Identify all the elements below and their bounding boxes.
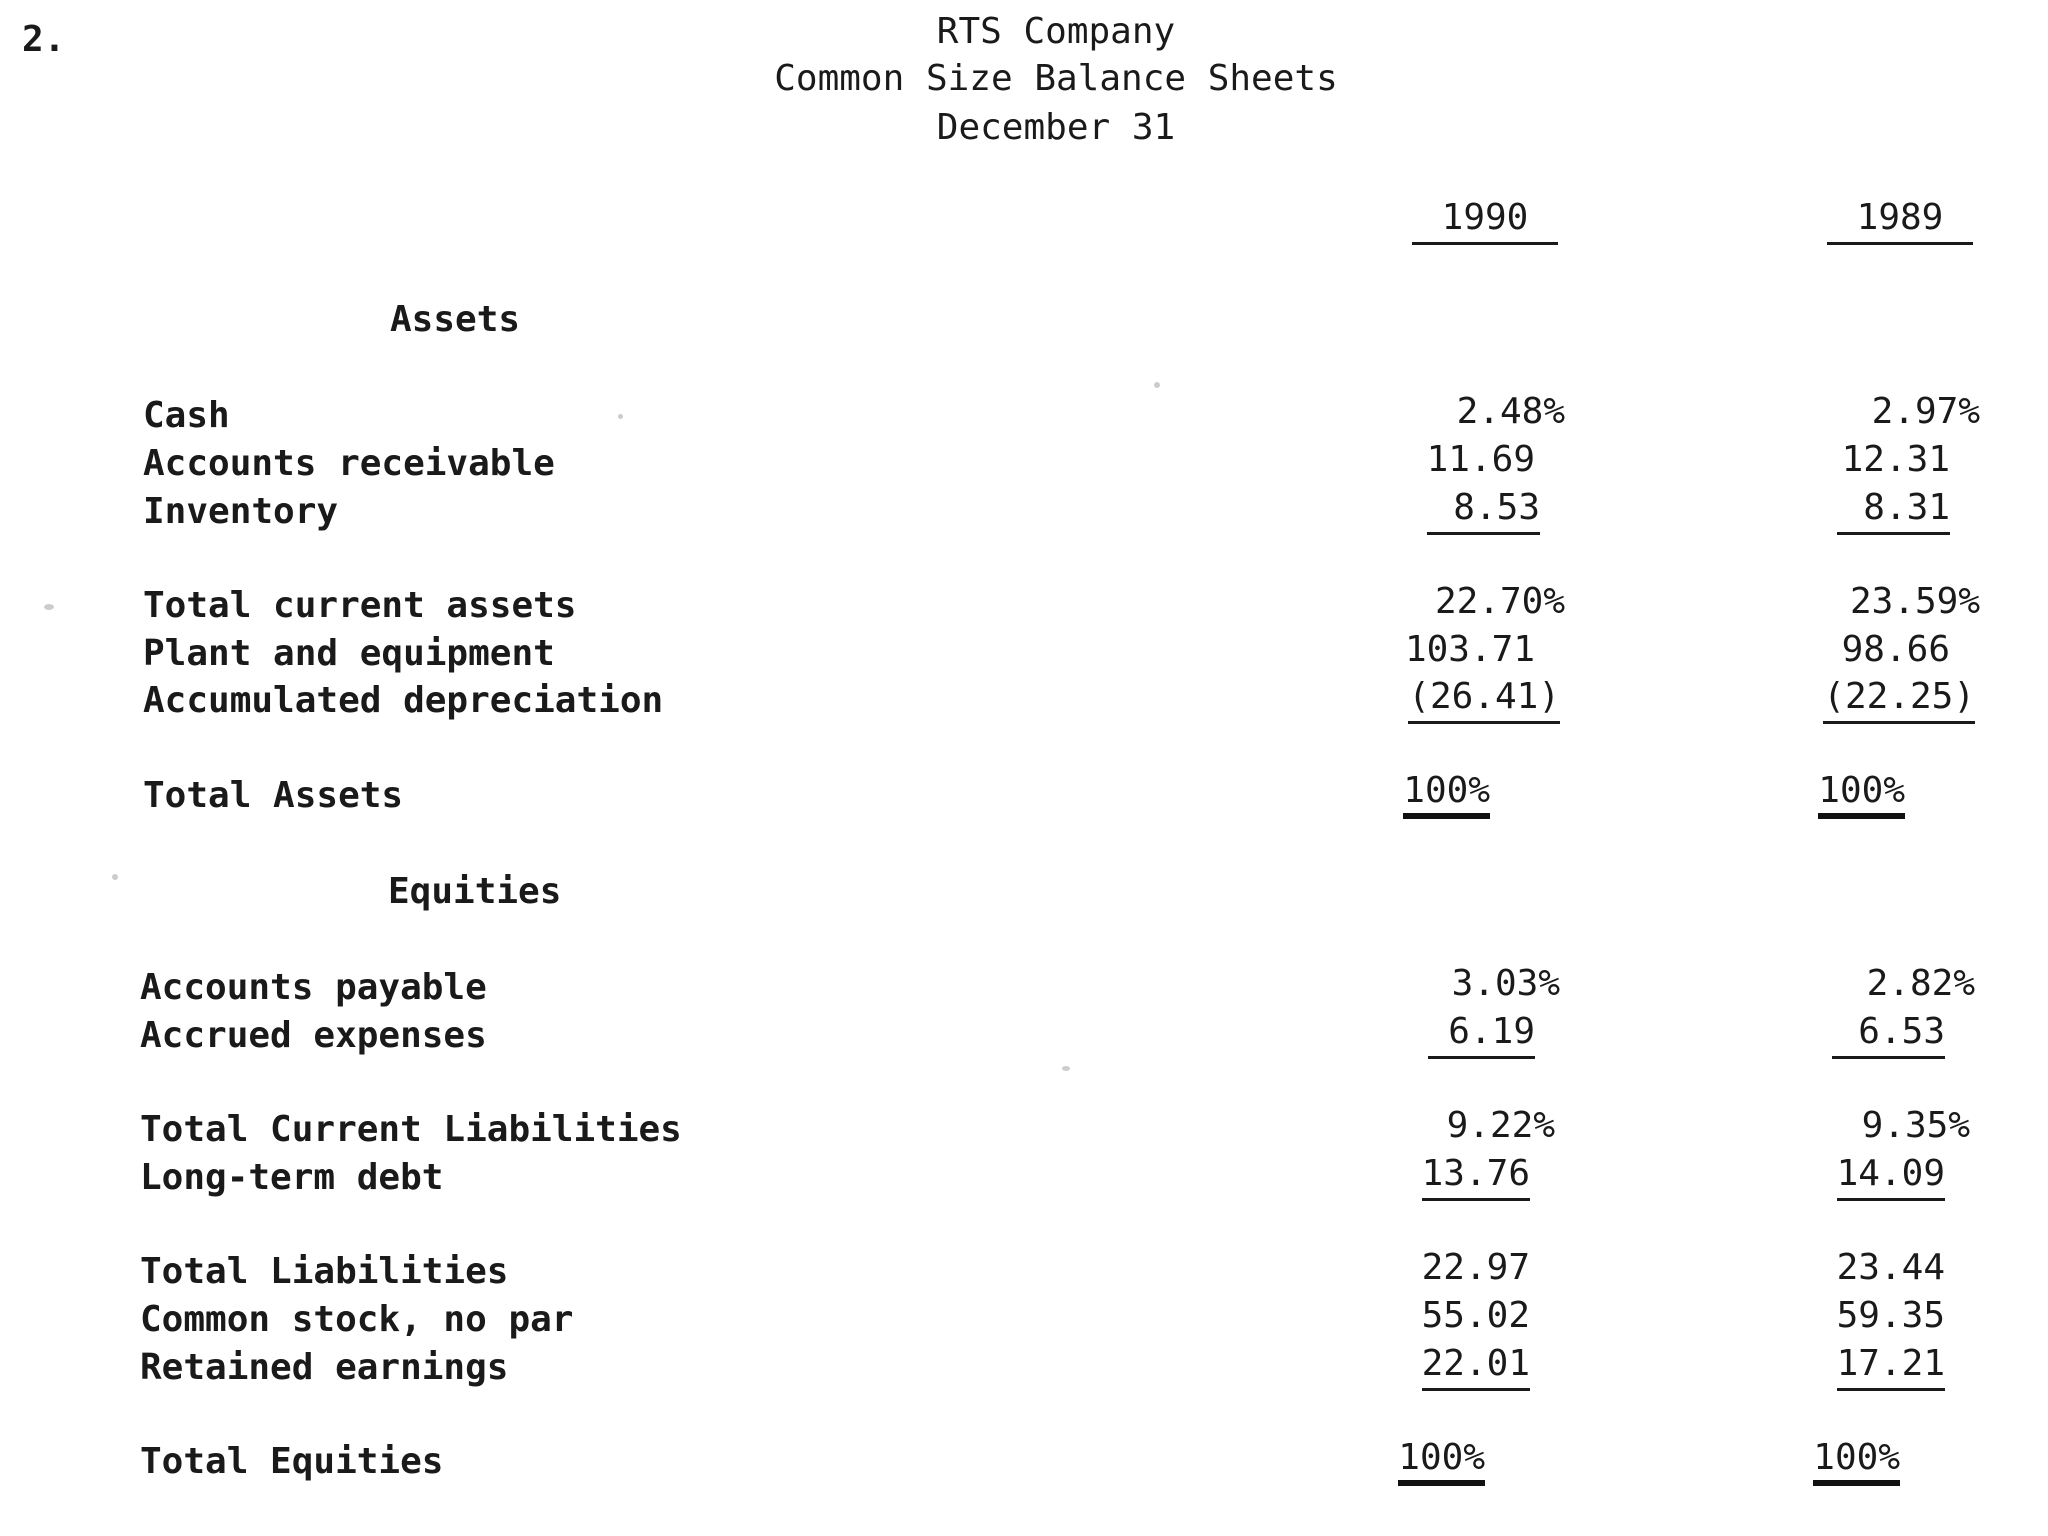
row-label-common-stock: Common stock, no par <box>140 1299 574 1340</box>
row-label-accounts-payable: Accounts payable <box>140 967 487 1008</box>
value-1989-total-current-liabilities: 9.35% <box>1861 1105 1970 1146</box>
scan-speck <box>1154 382 1160 388</box>
scan-speck <box>112 874 118 880</box>
value-1990-total-assets-text: 100% <box>1403 773 1490 819</box>
row-label-accrued-expenses: Accrued expenses <box>140 1015 487 1056</box>
value-1990-common-stock: 55.02 <box>1421 1295 1530 1336</box>
value-1990-total-equities <box>1398 1437 1485 1486</box>
value-1989-plant-equipment: 98.66 <box>1841 629 1950 670</box>
value-1990-long-term-debt <box>1421 1153 1530 1201</box>
column-header-1990 <box>1400 197 1570 245</box>
row-label-total-assets: Total Assets <box>143 775 404 816</box>
company-name: RTS Company <box>936 11 1176 52</box>
row-label-total-liabilities: Total Liabilities <box>140 1251 509 1292</box>
value-1990-accumulated-depreciation-text: (26.41) <box>1408 679 1560 724</box>
value-1989-total-equities <box>1813 1437 1900 1486</box>
value-1989-accumulated-depreciation <box>1823 676 1975 724</box>
assets-heading: Assets <box>390 299 521 340</box>
value-1990-total-current-liabilities: 9.22% <box>1446 1105 1555 1146</box>
value-1989-accounts-payable: 2.82% <box>1866 963 1975 1004</box>
value-1989-total-equities-text: 100% <box>1813 1440 1900 1486</box>
value-1989-total-liabilities: 23.44 <box>1836 1247 1945 1288</box>
equities-heading: Equities <box>388 871 562 912</box>
row-label-total-equities: Total Equities <box>140 1441 444 1482</box>
value-1990-accounts-receivable: 11.69 <box>1426 439 1535 480</box>
value-1990-cash: 2.48% <box>1456 391 1565 432</box>
value-1989-inventory-text: 8.31 <box>1837 490 1950 535</box>
value-1989-retained-earnings-text: 17.21 <box>1837 1346 1945 1391</box>
column-header-1990-text: 1990 <box>1412 200 1559 245</box>
value-1989-long-term-debt <box>1836 1153 1945 1201</box>
value-1989-accumulated-depreciation-text: (22.25) <box>1823 679 1975 724</box>
value-1990-retained-earnings-text: 22.01 <box>1422 1346 1530 1391</box>
value-1990-inventory <box>1427 487 1540 535</box>
value-1989-accrued-expenses-text: 6.53 <box>1832 1014 1945 1059</box>
row-label-accumulated-depreciation: Accumulated depreciation <box>143 680 664 721</box>
row-label-accounts-receivable: Accounts receivable <box>143 443 555 484</box>
value-1989-cash: 2.97% <box>1871 391 1980 432</box>
value-1990-accounts-payable: 3.03% <box>1451 963 1560 1004</box>
value-1989-inventory <box>1837 487 1950 535</box>
value-1990-total-assets <box>1403 770 1490 819</box>
value-1990-plant-equipment: 103.71 <box>1404 629 1535 670</box>
value-1989-total-assets <box>1818 770 1905 819</box>
row-label-long-term-debt: Long-term debt <box>140 1157 444 1198</box>
scan-speck <box>44 604 54 610</box>
item-number: 2. <box>22 19 66 60</box>
statement-date: December 31 <box>936 107 1176 148</box>
value-1989-common-stock: 59.35 <box>1836 1295 1945 1336</box>
value-1990-total-equities-text: 100% <box>1398 1440 1485 1486</box>
value-1989-accounts-receivable: 12.31 <box>1841 439 1950 480</box>
value-1990-inventory-text: 8.53 <box>1427 490 1540 535</box>
value-1990-total-current-assets: 22.70% <box>1434 581 1565 622</box>
value-1989-retained-earnings <box>1836 1343 1945 1391</box>
row-label-plant-equipment: Plant and equipment <box>143 633 555 674</box>
row-label-total-current-assets: Total current assets <box>143 585 577 626</box>
scan-speck <box>1062 1066 1070 1071</box>
value-1990-accrued-expenses-text: 6.19 <box>1428 1014 1535 1059</box>
value-1989-accrued-expenses <box>1832 1011 1945 1059</box>
value-1990-total-liabilities: 22.97 <box>1421 1247 1530 1288</box>
value-1990-accrued-expenses <box>1428 1011 1535 1059</box>
value-1990-long-term-debt-text: 13.76 <box>1422 1156 1530 1201</box>
row-label-retained-earnings: Retained earnings <box>140 1347 509 1388</box>
value-1989-long-term-debt-text: 14.09 <box>1837 1156 1945 1201</box>
row-label-cash: Cash <box>143 395 230 436</box>
value-1990-accumulated-depreciation <box>1408 676 1560 724</box>
value-1989-total-current-assets: 23.59% <box>1849 581 1980 622</box>
value-1989-total-assets-text: 100% <box>1818 773 1905 819</box>
value-1990-retained-earnings <box>1421 1343 1530 1391</box>
column-header-1989-text: 1989 <box>1827 200 1974 245</box>
document-title: Common Size Balance Sheets <box>774 58 1338 99</box>
row-label-total-current-liabilities: Total Current Liabilities <box>140 1109 682 1150</box>
scan-speck <box>618 414 623 419</box>
row-label-inventory: Inventory <box>143 491 339 532</box>
column-header-1989 <box>1815 197 1985 245</box>
